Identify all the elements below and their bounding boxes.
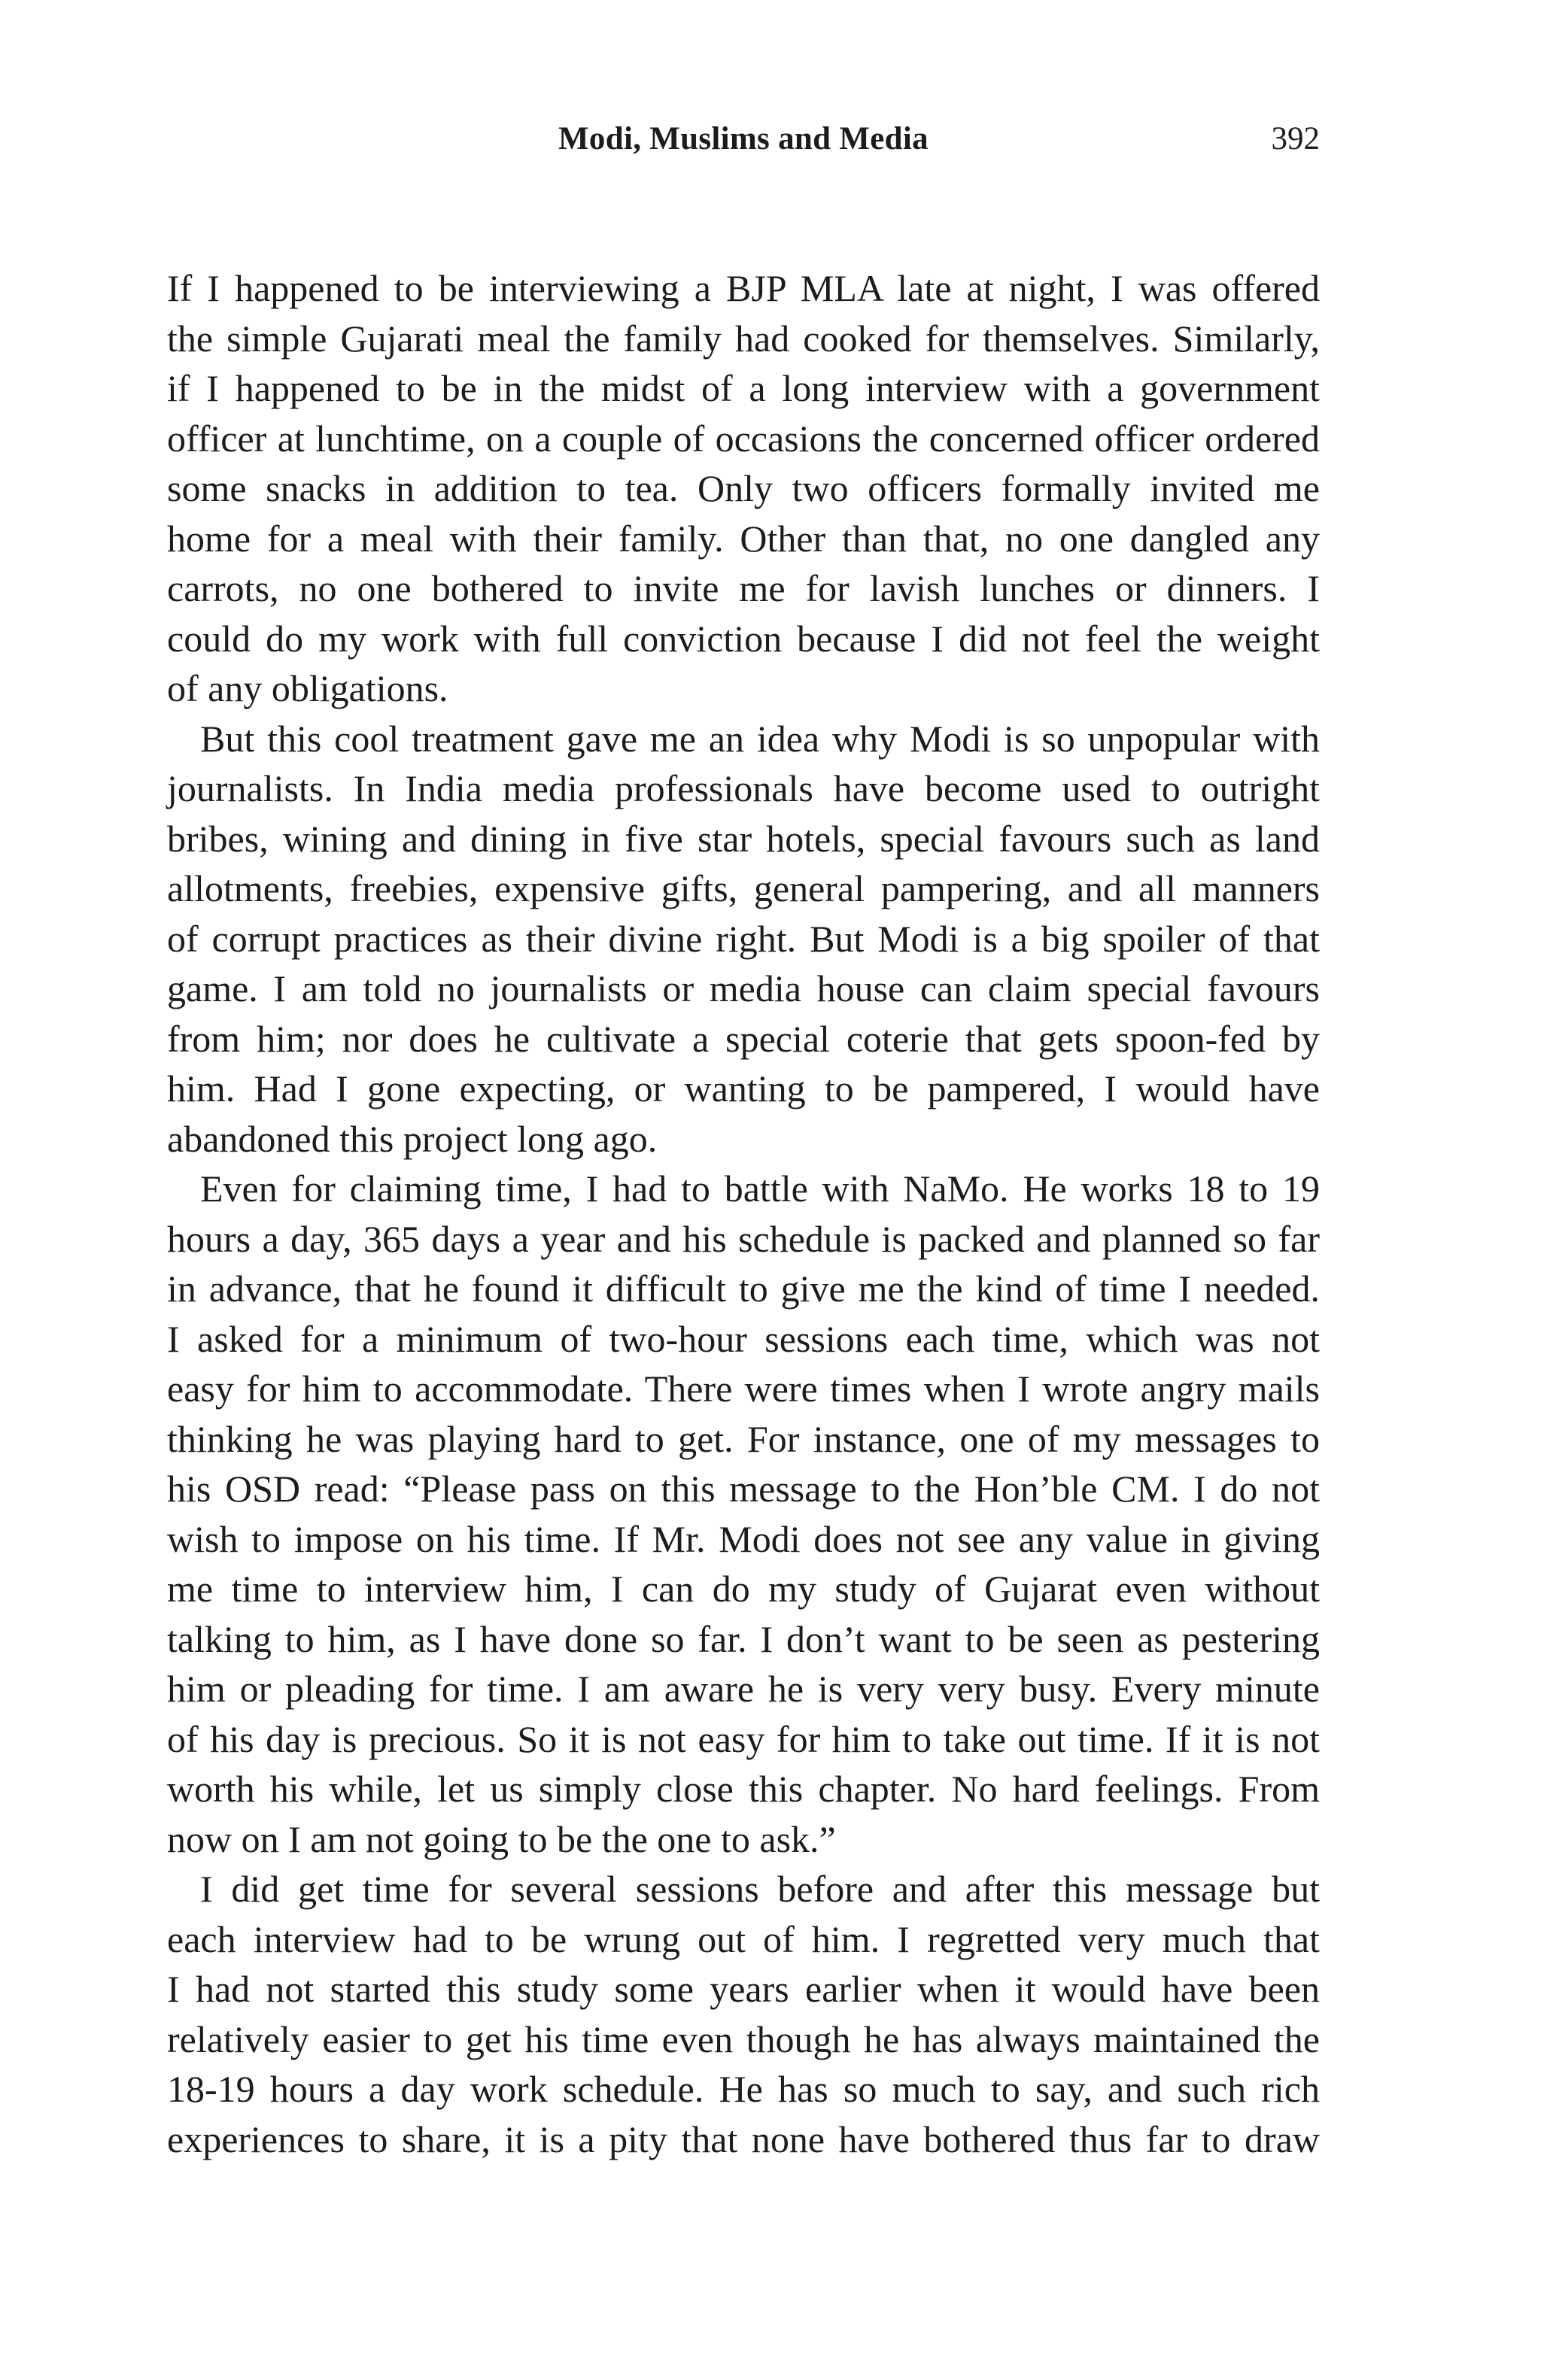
text-line: thinking he was playing hard to get. For instance, one of my messages to xyxy=(167,1417,1320,1460)
page-number: 392 xyxy=(1271,121,1320,156)
text-line: relatively easier to get his time even though he has always maintained the xyxy=(167,2017,1320,2060)
text-line: the simple Gujarati meal the family had cooked for themselves. Similarly, xyxy=(167,317,1320,360)
running-head xyxy=(167,113,1320,165)
text-line: allotments, freebies, expensive gifts, general pampering, and all manners xyxy=(167,867,1320,909)
text-line: talking to him, as I have done so far. I don’t want to be seen as pestering xyxy=(167,1617,1320,1660)
text-line: I asked for a minimum of two-hour sessions each time, which was not xyxy=(167,1317,1320,1360)
text-line: home for a meal with their family. Other than that, no one dangled any xyxy=(167,517,1320,560)
text-line: experiences to share, it is a pity that none have bothered thus far to draw xyxy=(167,2117,1320,2160)
text-line: journalists. In India media professionals have become used to outright xyxy=(167,767,1320,809)
text-line: game. I am told no journalists or media house can claim special favours xyxy=(167,967,1320,1009)
text-line: officer at lunchtime, on a couple of occasions the concerned officer ordered xyxy=(167,417,1320,460)
paragraph xyxy=(167,1864,1320,2164)
running-title: Modi, Muslims and Media xyxy=(558,121,929,156)
text-line: Even for claiming time, I had to battle with NaMo. He works 18 to 19 xyxy=(200,1167,1320,1210)
paragraph xyxy=(167,263,1320,714)
text-line: in advance, that he found it difficult to give me the kind of time I needed. xyxy=(167,1267,1320,1310)
text-line: some snacks in addition to tea. Only two officers formally invited me xyxy=(167,467,1320,509)
text-line: hours a day, 365 days a year and his schedule is packed and planned so far xyxy=(167,1217,1320,1260)
text-line: his OSD read: “Please pass on this message to the Hon’ble CM. I do not xyxy=(167,1468,1320,1510)
text-line: carrots, no one bothered to invite me for lavish lunches or dinners. I xyxy=(167,567,1320,609)
text-line: wish to impose on his time. If Mr. Modi does not see any value in giving xyxy=(167,1517,1320,1560)
text-line: if I happened to be in the midst of a long interview with a government xyxy=(167,367,1320,409)
text-line: I had not started this study some years earlier when it would have been xyxy=(167,1968,1320,2010)
paragraph xyxy=(167,1164,1320,1864)
body-text xyxy=(167,263,1320,2164)
text-line: him or pleading for time. I am aware he is very very busy. Every minute xyxy=(167,1668,1320,1710)
text-line: But this cool treatment gave me an idea why Modi is so unpopular with xyxy=(200,717,1320,760)
text-line: him. Had I gone expecting, or wanting to be pampered, I would have xyxy=(167,1067,1320,1110)
text-line: could do my work with full conviction because I did not feel the weight xyxy=(167,617,1320,660)
paragraph xyxy=(167,714,1320,1164)
text-line: each interview had to be wrung out of him. I regretted very much that xyxy=(167,1917,1320,1960)
text-line: bribes, wining and dining in five star hotels, special favours such as land xyxy=(167,817,1320,860)
text-line: worth his while, let us simply close this chapter. No hard feelings. From xyxy=(167,1768,1320,1810)
text-line: 18-19 hours a day work schedule. He has so much to say, and such rich xyxy=(167,2068,1320,2110)
text-line: from him; nor does he cultivate a special coterie that gets spoon-fed by xyxy=(167,1017,1320,1060)
text-line: now on I am not going to be the one to ask.” xyxy=(167,1817,836,1860)
text-line: of corrupt practices as their divine right. But Modi is a big spoiler of that xyxy=(167,917,1320,960)
text-line: abandoned this project long ago. xyxy=(167,1117,658,1160)
text-line: easy for him to accommodate. There were times when I wrote angry mails xyxy=(167,1368,1320,1410)
text-line: of any obligations. xyxy=(167,667,448,709)
text-line: If I happened to be interviewing a BJP MLA late at night, I was offered xyxy=(167,267,1320,309)
text-line: me time to interview him, I can do my study of Gujarat even without xyxy=(167,1568,1320,1610)
text-line: I did get time for several sessions before and after this message but xyxy=(200,1868,1320,1910)
text-line: of his day is precious. So it is not easy for him to take out time. If it is not xyxy=(167,1717,1320,1760)
